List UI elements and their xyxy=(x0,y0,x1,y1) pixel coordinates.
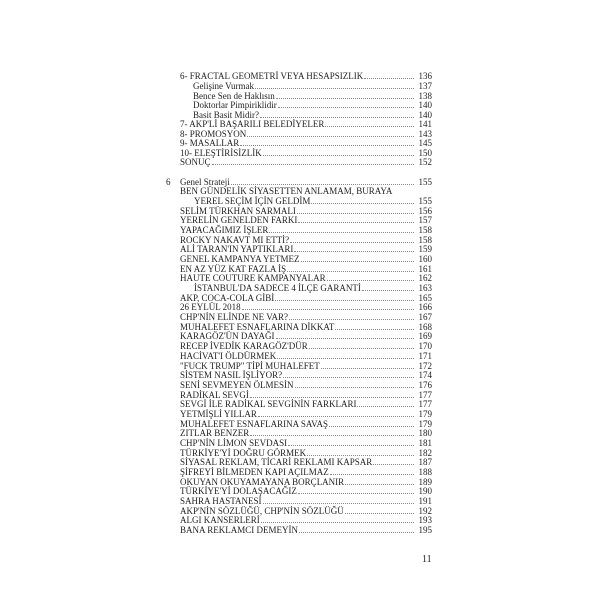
toc-entry-title: Basit Basit Midir? xyxy=(193,110,259,120)
toc-entry xyxy=(0,467,600,477)
toc-entry-title: BANA REKLAMCI DEMEYİN xyxy=(180,525,298,535)
toc-entry-page: 189 xyxy=(418,477,432,487)
toc-entry-title: ŞİFREYİ BİLMEDEN KAPI AÇILMAZ xyxy=(180,467,329,477)
toc-entry-title: TÜRKİYE'Yİ DOLAŞACAĞIZ xyxy=(180,486,297,496)
toc-entry-page: 191 xyxy=(418,496,432,506)
toc-entry-page: 181 xyxy=(418,438,432,448)
toc-entry-page: 169 xyxy=(418,331,432,341)
dot-leader xyxy=(287,271,414,272)
toc-entry-page: 190 xyxy=(418,486,432,496)
toc-entry-title: YAPACAĞIMIZ İŞLER xyxy=(180,225,269,235)
toc-entry-page: 188 xyxy=(418,467,432,477)
dot-leader xyxy=(250,397,414,398)
toc-entry-page: 179 xyxy=(418,419,432,429)
toc-entry xyxy=(0,119,600,129)
toc-entry-title: RECEP İVEDİK KARAGÖZ'DÜR xyxy=(180,341,308,351)
dot-leader xyxy=(212,164,414,165)
toc-entry xyxy=(0,244,600,254)
dot-leader xyxy=(295,387,414,388)
toc-entry-title: SİSTEM NASIL İŞLİYOR? xyxy=(180,370,283,380)
toc-entry xyxy=(0,186,600,196)
toc-entry-page: 168 xyxy=(418,322,432,332)
toc-entry-title: SAHRA HASTANESİ xyxy=(180,496,262,506)
dot-leader xyxy=(263,503,414,504)
chapter-number: 6 xyxy=(166,177,171,187)
dot-leader xyxy=(301,261,414,262)
dot-leader xyxy=(364,78,414,79)
toc-entry-title: GENEL KAMPANYA YETMEZ xyxy=(180,254,300,264)
dot-leader xyxy=(278,107,414,108)
dot-leader xyxy=(260,117,414,118)
toc-entry-title: YERELİN GENELDEN FARKI xyxy=(180,215,298,225)
toc-entry xyxy=(0,331,600,341)
toc-entry-page: 180 xyxy=(418,428,432,438)
toc-entry-page: 170 xyxy=(418,341,432,351)
dot-leader xyxy=(269,232,414,233)
toc-entry xyxy=(0,515,600,525)
toc-entry xyxy=(0,312,600,322)
page-number: 11 xyxy=(422,554,432,565)
toc-entry xyxy=(0,71,600,81)
toc-entry xyxy=(0,438,600,448)
dot-leader xyxy=(250,435,414,436)
toc-entry-page: 166 xyxy=(418,302,432,312)
toc-entry xyxy=(0,409,600,419)
toc-entry-page: 163 xyxy=(418,283,432,293)
toc-entry-page: 172 xyxy=(418,361,432,371)
dot-leader xyxy=(362,290,414,291)
toc-entry-page: 141 xyxy=(418,119,432,129)
toc-entry xyxy=(0,341,600,351)
toc-entry-title: ROCKY NAKAVT MI ETTİ? xyxy=(180,235,290,245)
toc-entry xyxy=(0,273,600,283)
dot-leader xyxy=(321,368,414,369)
dot-leader xyxy=(335,329,414,330)
toc-entry xyxy=(0,370,600,380)
dot-leader xyxy=(231,184,414,185)
toc-entry-page: 158 xyxy=(418,225,432,235)
toc-entry-page: 145 xyxy=(418,138,432,148)
toc-entry-title: RADİKAL SEVGİ xyxy=(180,390,249,400)
dot-leader xyxy=(373,464,414,465)
toc-entry xyxy=(0,457,600,467)
toc-entry xyxy=(0,196,600,206)
toc-entry-title: HACİVAT'I ÖLDÜRMEK xyxy=(180,351,277,361)
toc-entry-page: 161 xyxy=(418,264,432,274)
toc-entry xyxy=(0,100,600,110)
toc-entry-title: SİYASAL REKLAM, TİCARİ REKLAMI KAPSAR xyxy=(180,457,373,467)
dot-leader xyxy=(309,348,414,349)
dot-leader xyxy=(275,300,414,301)
toc-entry-page: 159 xyxy=(418,244,432,254)
toc-entry xyxy=(0,283,600,293)
toc-entry-page: 179 xyxy=(418,409,432,419)
dot-leader xyxy=(294,251,414,252)
dot-leader xyxy=(289,319,414,320)
toc-entry-title: AKP, COCA-COLA GİBİ xyxy=(180,293,275,303)
toc-entry-page: 138 xyxy=(418,91,432,101)
toc-entry-title: ALİ TARAN'IN YAPTIKLARI xyxy=(180,244,294,254)
dot-leader xyxy=(327,280,414,281)
toc-entry-title: HAUTE COUTURE KAMPANYALAR xyxy=(180,273,326,283)
toc-entry-page: 174 xyxy=(418,370,432,380)
toc-entry-page: 177 xyxy=(418,390,432,400)
dot-leader xyxy=(330,474,414,475)
toc-entry-title: 8- PROMOSYON xyxy=(180,129,247,139)
toc-entry-title: MUHALEFET ESNAFLARINA SAVAŞ xyxy=(180,419,329,429)
toc-entry xyxy=(0,225,600,235)
toc-entry-title: SONUÇ xyxy=(180,157,211,167)
toc-entry-page: 160 xyxy=(418,254,432,264)
toc-entry-page: 167 xyxy=(418,312,432,322)
dot-leader xyxy=(325,126,414,127)
toc-entry-title: 9- MASALLAR xyxy=(180,138,240,148)
dot-leader xyxy=(290,242,414,243)
toc-entry-page: 155 xyxy=(418,196,432,206)
dot-leader xyxy=(307,455,414,456)
toc-entry-title: Bence Sen de Haklısın xyxy=(193,91,275,101)
toc-entry-title: BEN GÜNDELİK SİYASETTEN ANLAMAM, BURAYA xyxy=(180,186,393,196)
toc-entry-page: 140 xyxy=(418,110,432,120)
toc-entry-page: 137 xyxy=(418,81,432,91)
toc-entry-title: 10- ELEŞTİRİSİZLİK xyxy=(180,148,262,158)
toc-entry-title: "FUCK TRUMP" TİPİ MUHALEFET xyxy=(180,361,320,371)
dot-leader xyxy=(297,213,414,214)
toc-entry-title: CHP'NİN LİMON SEVDASI xyxy=(180,438,288,448)
toc-entry-page: 165 xyxy=(418,293,432,303)
toc-entry-title: OKUYAN OKUYAMAYANA BORÇLANIR xyxy=(180,477,345,487)
dot-leader xyxy=(357,406,414,407)
toc-entry-title: SENİ SEVMEYEN ÖLMESİN xyxy=(180,380,294,390)
toc-entry-title: ALGI KANSERLERİ xyxy=(180,515,260,525)
dot-leader xyxy=(276,98,414,99)
dot-leader xyxy=(255,88,414,89)
toc-entry-page: 156 xyxy=(418,206,432,216)
toc-entry xyxy=(0,525,600,535)
toc-entry xyxy=(0,399,600,409)
dot-leader xyxy=(298,493,414,494)
toc-entry-page: 193 xyxy=(418,515,432,525)
dot-leader xyxy=(345,484,414,485)
toc-entry-page: 136 xyxy=(418,71,432,81)
toc-entry-title: ZITLAR BENZER xyxy=(180,428,250,438)
toc-entry-page: 187 xyxy=(418,457,432,467)
dot-leader xyxy=(345,513,414,514)
dot-leader xyxy=(329,426,414,427)
toc-entry-page: 158 xyxy=(418,235,432,245)
toc-entry-title: AKP'NİN SÖZLÜĞÜ, CHP'NİN SÖZLÜĞÜ xyxy=(180,506,344,516)
toc-entry xyxy=(0,157,600,167)
toc-entry-title: KARAGÖZ'ÜN DAYAĞI xyxy=(180,331,275,341)
toc-entry xyxy=(0,496,600,506)
toc-entry-page: 155 xyxy=(418,177,432,187)
dot-leader xyxy=(288,445,414,446)
dot-leader xyxy=(258,416,414,417)
toc-entry-title: MUHALEFET ESNAFLARINA DİKKAT xyxy=(180,322,335,332)
toc-entry-title: TÜRKİYE'Yİ DOĞRU GÖRMEK xyxy=(180,448,307,458)
toc-entry xyxy=(0,215,600,225)
toc-entry-title: SEVGİ İLE RADİKAL SEVGİNİN FARKLARI xyxy=(180,399,357,409)
toc-entry-page: 176 xyxy=(418,380,432,390)
toc-entry-page: 177 xyxy=(418,399,432,409)
toc-entry-title: SELİM TÜRKHAN SARMALI xyxy=(180,206,296,216)
dot-leader xyxy=(247,136,414,137)
dot-leader xyxy=(298,222,414,223)
toc-entry xyxy=(0,81,600,91)
toc-entry-title: 26 EYLÜL 2018 xyxy=(180,302,241,312)
toc-entry xyxy=(0,486,600,496)
toc-entry-page: 182 xyxy=(418,448,432,458)
toc-entry-title: 7- AKP'Lİ BAŞARILI BELEDİYELER xyxy=(180,119,325,129)
toc-entry-page: 140 xyxy=(418,100,432,110)
dot-leader xyxy=(277,358,414,359)
toc-entry-title: Doktorlar Pimpiriklidir xyxy=(193,100,277,110)
toc-entry-page: 192 xyxy=(418,506,432,516)
dot-leader xyxy=(311,203,414,204)
toc-entry xyxy=(0,254,600,264)
toc-entry xyxy=(0,138,600,148)
toc-entry-title: CHP'NİN ELİNDE NE VAR? xyxy=(180,312,289,322)
toc-entry-page: 195 xyxy=(418,525,432,535)
toc-entry xyxy=(0,351,600,361)
toc-entry-title: Gelişine Vurmak xyxy=(193,81,255,91)
dot-leader xyxy=(263,155,414,156)
toc-entry xyxy=(0,302,600,312)
toc-entry-title: 6- FRACTAL GEOMETRİ VEYA HESAPSIZLIK xyxy=(180,71,364,81)
toc-entry-page: 150 xyxy=(418,148,432,158)
dot-leader xyxy=(299,532,414,533)
toc-entry-title: İSTANBUL'DA SADECE 4 İLÇE GARANTİ xyxy=(194,283,361,293)
toc-entry-title: YETMİŞLİ YILLAR xyxy=(180,409,257,419)
toc-entry-title: Genel Strateji xyxy=(180,177,230,187)
toc-entry-title: EN AZ YÜZ KAT FAZLA İŞ xyxy=(180,264,287,274)
toc-entry xyxy=(0,428,600,438)
toc-entry-page: 171 xyxy=(418,351,432,361)
dot-leader xyxy=(242,309,414,310)
dot-leader xyxy=(276,338,414,339)
toc-entry-page: 152 xyxy=(418,157,432,167)
dot-leader xyxy=(283,377,414,378)
toc-entry-page: 157 xyxy=(418,215,432,225)
dot-leader xyxy=(240,145,414,146)
dot-leader xyxy=(261,522,414,523)
toc-entry xyxy=(0,380,600,390)
toc-entry-page: 162 xyxy=(418,273,432,283)
toc-entry-title: YEREL SEÇİM İÇİN GELDİM xyxy=(194,196,311,206)
toc-entry-page: 143 xyxy=(418,129,432,139)
